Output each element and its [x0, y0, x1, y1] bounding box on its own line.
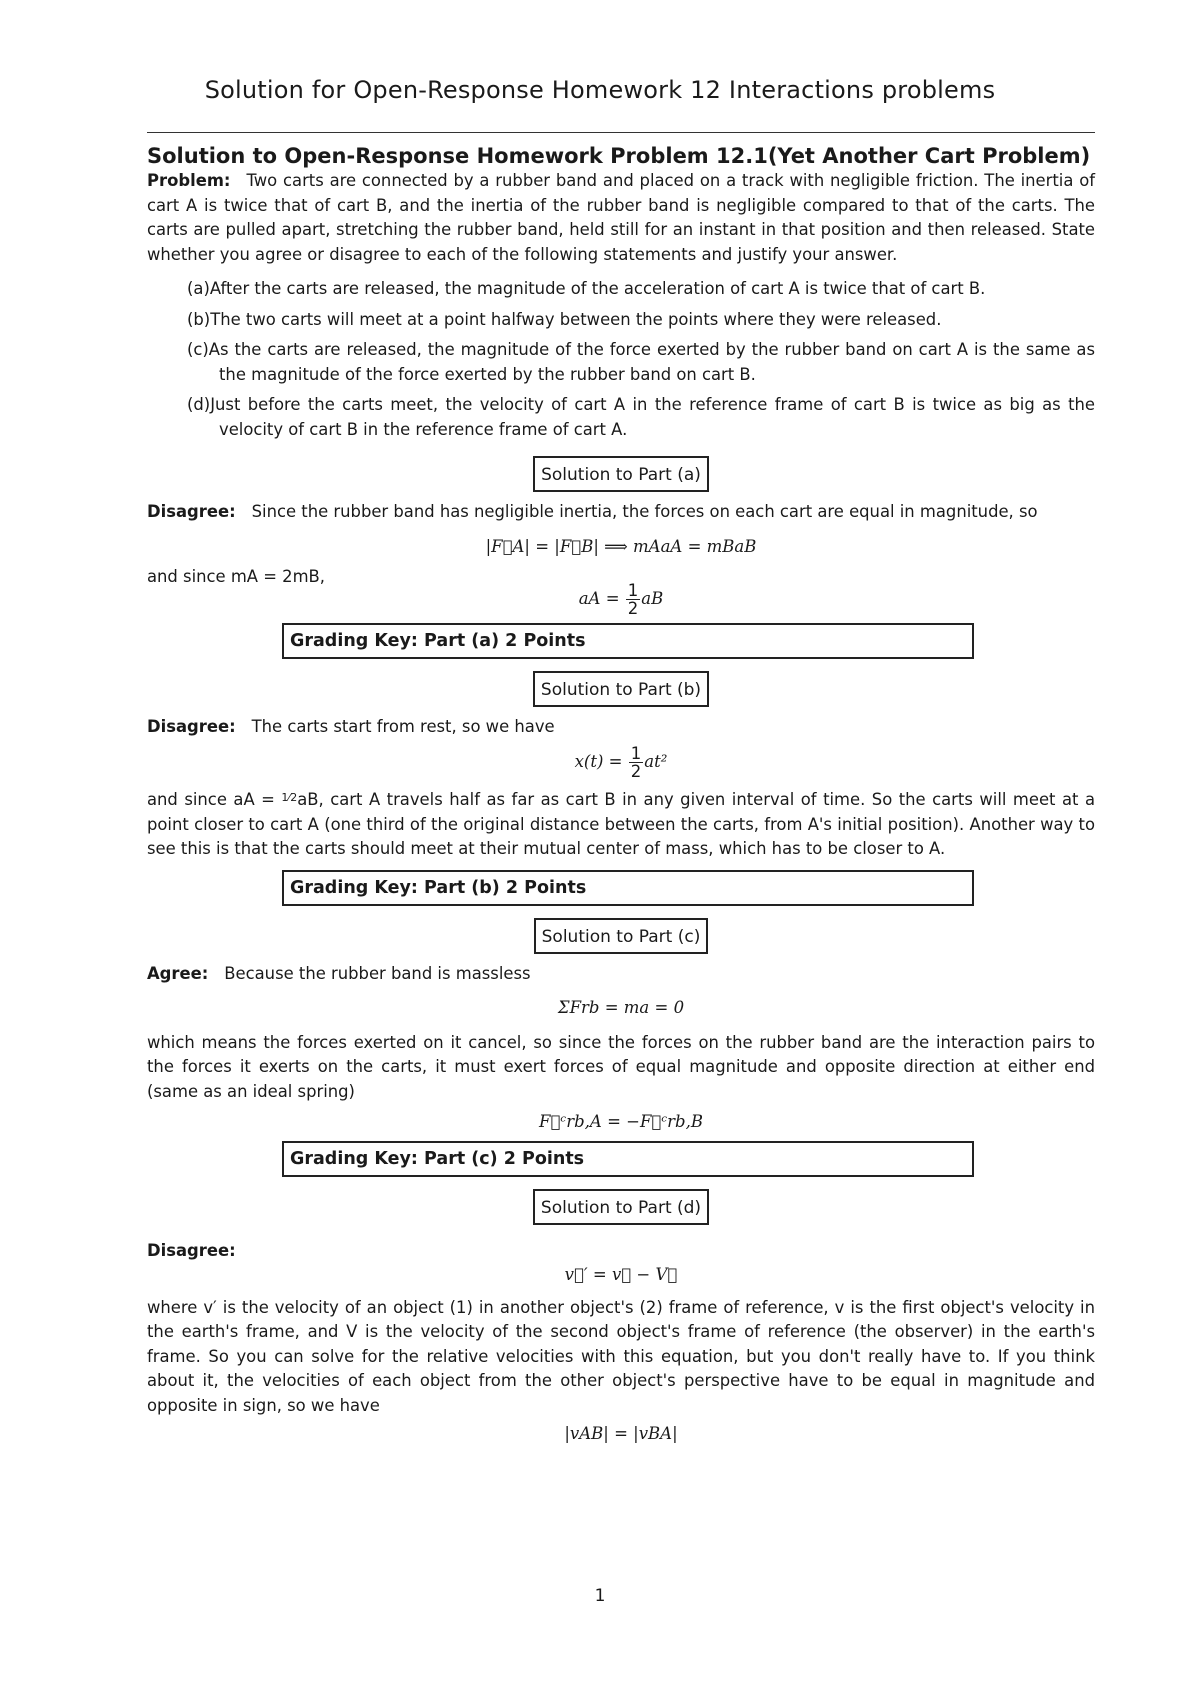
statement-b: (b)The two carts will meet at a point halfway between the points where they were released.	[187, 309, 942, 329]
part-c-solution-box: Solution to Part (c)	[534, 918, 709, 954]
part-a-text: Since the rubber band has negligible inertia, the forces on each cart are equal in magnitude, so	[251, 502, 1038, 521]
part-c-equation-2: F⃗ᶜrb,A = −F⃗ᶜrb,B	[539, 1112, 703, 1131]
part-a-eq2-numerator: 1	[627, 580, 639, 600]
part-c-verdict: Agree:	[147, 963, 209, 983]
problem-statement	[147, 169, 1095, 267]
part-c-box-wrap	[147, 918, 1095, 954]
part-d-verdict: Disagree:	[147, 1240, 236, 1260]
part-c-text: Because the rubber band is massless	[224, 963, 531, 983]
part-c-explanation: which means the forces exerted on it cancel, so since the forces on the rubber band are the interaction pairs to the forces it exerts on the carts, it must exert forces of equal magnitude and opposite direction at either end (same as an ideal spring)	[147, 1032, 1095, 1101]
part-a-eq2-fraction	[626, 582, 641, 617]
part-a-text-2: and since mA = 2mB,	[147, 567, 326, 586]
part-a-grading-key: Grading Key: Part (a) 2 Points	[282, 623, 974, 659]
part-b-para-fraction: 1⁄2	[281, 791, 298, 804]
part-a-box-wrap	[147, 456, 1095, 492]
part-b-eq-denominator: 2	[630, 762, 642, 781]
part-b-para-pre: and since aA =	[147, 790, 275, 809]
part-b-eq-rhs: at²	[644, 752, 668, 771]
statement-c: (c)As the carts are released, the magnitude of the force exerted by the rubber band on cart A is the same as the magnitude of the force exerted by the rubber band on cart B.	[187, 340, 1095, 384]
part-a-verdict: Disagree:	[147, 502, 236, 521]
document-body	[147, 140, 1095, 1447]
part-a-solution-box: Solution to Part (a)	[533, 456, 709, 492]
part-d-paragraph	[147, 1239, 1095, 1264]
part-b-box-wrap	[147, 671, 1095, 707]
part-a-equation-1: |F⃗A| = |F⃗B| ⟹ mAaA = mBaB	[485, 536, 757, 556]
part-c-grading-key: Grading Key: Part (c) 2 Points	[282, 1141, 974, 1177]
part-a-paragraph	[147, 500, 1095, 525]
part-b-eq-fraction	[629, 745, 644, 780]
statement-d: (d)Just before the carts meet, the velocity of cart A in the reference frame of cart B is twice as big as the velocity of cart B in the reference frame of cart A.	[187, 395, 1095, 439]
part-b-paragraph	[147, 715, 1095, 740]
part-b-verdict: Disagree:	[147, 716, 236, 736]
page-header-title: Solution for Open-Response Homework 12 Interactions problems	[204, 76, 996, 104]
part-b-eq-lhs: x(t) =	[574, 752, 623, 771]
part-b-solution-box: Solution to Part (b)	[533, 671, 709, 707]
statement-list	[147, 277, 1095, 442]
problem-label: Problem:	[147, 171, 231, 190]
part-a-eq2-lhs: aA =	[578, 588, 620, 608]
part-a-eq2-denominator: 2	[627, 598, 639, 618]
statement-a: (a)After the carts are released, the magnitude of the acceleration of cart A is twice that of cart B.	[187, 279, 986, 298]
page-number: 1	[594, 1586, 606, 1606]
section-title: Solution to Open-Response Homework Problem 12.1(Yet Another Cart Problem)	[147, 144, 1091, 168]
part-b-grading-key: Grading Key: Part (b) 2 Points	[282, 870, 974, 906]
part-b-text: The carts start from rest, so we have	[251, 716, 555, 736]
part-d-solution-box: Solution to Part (d)	[533, 1189, 709, 1225]
header-rule	[147, 132, 1095, 133]
problem-text: Two carts are connected by a rubber band and placed on a track with negligible friction. The inertia of cart A is twice that of cart B, and the inertia of the rubber band is negligible compared to that of the carts. The carts are pulled apart, stretching the rubber band, held still for an instant in that position and then released. State whether you agree or disagree to each of the following statements and justify your answer.	[147, 171, 1095, 264]
part-d-equation-2: |vAB| = |vBA|	[564, 1424, 678, 1443]
part-c-equation-1: ΣFrb = ma = 0	[557, 998, 685, 1017]
part-b-eq-numerator: 1	[630, 744, 642, 763]
part-d-explanation: where v′ is the velocity of an object (1) in another object's (2) frame of reference, v is the first object's velocity in the earth's frame, and V is the velocity of the second object's frame of reference (the observer) in the earth's frame. So you can solve for the relative velocities with this equation, but you don't really have to. If you think about it, the velocities of each object from the other object's perspective have to be equal in magnitude and opposite in sign, so we have	[147, 1297, 1095, 1415]
part-c-paragraph	[147, 962, 1095, 987]
part-d-box-wrap	[147, 1189, 1095, 1225]
part-d-equation-1: v⃗′ = v⃗ − V⃗	[564, 1265, 678, 1284]
part-b-para-post: aB, cart A travels half as far as cart B in any given interval of time. So the carts will meet at a point closer to cart A (one third of the original distance between the carts, from A's initial position). Another way to see this is that the carts should meet at their mutual center of mass, which has to be closer to A.	[147, 790, 1095, 858]
part-b-explanation	[147, 786, 1095, 862]
part-a-eq2-rhs: aB	[641, 588, 664, 608]
part-b-equation	[147, 745, 1095, 780]
